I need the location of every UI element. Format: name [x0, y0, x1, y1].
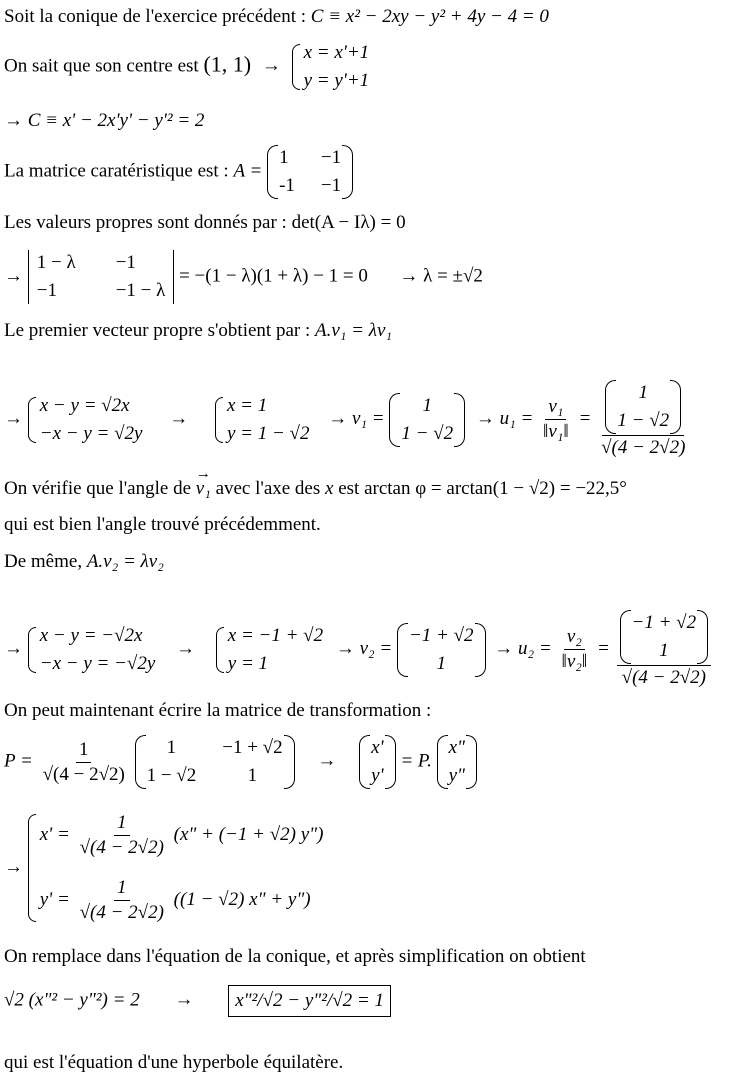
v2-sys1-a: x − y = −√2x	[39, 624, 143, 646]
eigen-equation: det(A − Iλ) = 0	[291, 212, 406, 233]
v1-system-1	[28, 395, 143, 445]
u1-value-fraction	[598, 380, 688, 459]
transform-coef-num: 1	[76, 739, 92, 763]
matrix-text: La matrice caratéristique est :	[4, 160, 229, 182]
intro-text: Soit la conique de l'exercice précédent :	[4, 6, 307, 27]
det-cell: −1	[115, 252, 136, 273]
v2-sys1-b: −x − y = −√2y	[39, 652, 156, 674]
final-line	[4, 985, 391, 1017]
transform-rhs-cell: y"	[448, 765, 465, 786]
v2-label: v₂ =	[359, 637, 393, 659]
coordinate-system-line	[4, 812, 323, 924]
eigen-line	[4, 212, 406, 234]
v1-intro-text: Le premier vecteur propre s'obtient par :	[4, 320, 311, 341]
v1-vector	[389, 393, 465, 447]
v1-calc-line: → x − y = √2x −x − y = √2y → x = 1 y = 1 − √2 → v₁ = 1 1 − √2 → u₁ = $\frac{\text{v₁}}{\text{‖v₁‖}}$ = 1 1 − √2 √(4 − 2√2)	[4, 380, 690, 459]
eigenvalues-result: → λ = ±√2	[399, 265, 483, 287]
transform-label: P =	[4, 750, 33, 772]
u1-norm-fraction	[540, 396, 572, 443]
centre-arrow: →	[261, 55, 281, 77]
v1-sys1-a: x − y = √2x	[39, 394, 130, 416]
u2-top-cell: 1	[659, 640, 669, 661]
u2-top-cell: −1 + √2	[631, 612, 697, 633]
centre-sys-x: x = x'+1	[303, 42, 370, 63]
u1-top-cell: 1	[638, 382, 648, 403]
intro-line	[4, 6, 549, 28]
v2-intro-line	[4, 551, 164, 573]
centre-sys-y: y = y'+1	[303, 70, 370, 91]
centre-system	[292, 42, 370, 92]
characteristic-matrix	[267, 145, 353, 199]
transform-arrow: →	[317, 750, 337, 772]
det-cell: −1 − λ	[115, 280, 166, 301]
v2-vector	[397, 623, 486, 677]
v1-sys1-b: −x − y = √2y	[39, 422, 143, 444]
determinant-matrix	[28, 250, 175, 304]
v1-cell: 1 − √2	[401, 422, 454, 444]
u1-norm-den: ‖v₁‖	[543, 421, 569, 442]
transform-rhs-vector	[437, 735, 477, 789]
u2-label: u₂ =	[518, 637, 552, 659]
conclusion: qui est l'équation d'une hyperbole équilatère.	[4, 1052, 344, 1073]
transform-matrix	[135, 735, 295, 789]
final-lhs: √2 (x"² − y"²) = 2	[4, 989, 140, 1011]
angle-confirm: qui est bien l'angle trouvé précédemment.	[4, 514, 321, 535]
v2-cell: −1 + √2	[408, 624, 474, 646]
u2-norm-den: ‖v₂‖	[561, 651, 588, 672]
angle-text-a: On vérifie que l'angle de	[4, 478, 192, 499]
v1-intro-line	[4, 320, 392, 342]
angle-equation: arctan φ = arctan(1 − √2) = −22,5°	[364, 478, 627, 499]
v2-intro-equation: A.v₂ = λv₂	[86, 551, 164, 572]
v2-sys2-b: y = 1	[227, 652, 269, 674]
v1-system-2	[215, 395, 310, 445]
transform-lhs-cell: y'	[371, 765, 384, 786]
u2-top-vector	[620, 610, 709, 664]
centre-point: (1, 1)	[203, 51, 252, 77]
v1-intro-equation: A.v₁ = λv₁	[315, 320, 392, 341]
u2-value-fraction	[617, 610, 712, 689]
determinant-rest: = −(1 − λ)(1 + λ) − 1 = 0	[179, 265, 368, 287]
v2-system-1	[28, 625, 156, 675]
v2-intro-text: De même,	[4, 551, 83, 572]
conic-equation: C ≡ x² − 2xy − y² + 4y − 4 = 0	[310, 6, 549, 27]
angle-text-c: est	[338, 478, 360, 499]
u1-top-vector	[605, 380, 681, 434]
determinant-arrow: →	[4, 265, 23, 287]
system-line-1: x' = $\frac{1}{√(4 - 2√2)}$ (x" + (−1 + √2) y")	[39, 812, 324, 858]
matrix-line	[4, 145, 353, 199]
determinant-line	[4, 250, 483, 304]
angle-vector: v₁ →	[196, 478, 211, 500]
u1-label: u₁ =	[499, 407, 534, 429]
substitute-text: On remplace dans l'équation de la conique, et après simplification on obtient	[4, 946, 586, 967]
det-cell: −1	[36, 280, 57, 301]
u2-value-den: √(4 − 2√2)	[621, 667, 706, 688]
u1-value-den: √(4 − 2√2)	[601, 437, 686, 458]
matrix-cell: 1	[279, 147, 289, 168]
angle-line	[4, 478, 627, 500]
u2-norm-num: v₂	[564, 626, 585, 650]
u2-norm-fraction	[558, 626, 590, 673]
angle-text-b: avec l'axe des	[215, 478, 321, 499]
transform-lhs-cell: x'	[371, 737, 384, 758]
transform-cell: 1	[166, 737, 177, 758]
system-arrow: →	[4, 856, 23, 878]
transform-coefficient	[40, 739, 128, 786]
transform-cell: 1 − √2	[146, 765, 197, 786]
eigen-text: Les valeurs propres sont donnés par :	[4, 212, 287, 233]
transform-cell: −1 + √2	[222, 737, 283, 758]
coordinate-system	[28, 812, 324, 924]
u1-norm-num: v₁	[545, 396, 566, 420]
transform-coef-den: √(4 − 2√2)	[42, 763, 125, 785]
u1-top-cell: 1 − √2	[617, 410, 670, 431]
v2-sys2-a: x = −1 + √2	[227, 624, 324, 646]
v1-sys2-a: x = 1	[226, 394, 268, 416]
v2-cell: 1	[436, 652, 446, 674]
final-arrow: →	[174, 989, 194, 1011]
reduced-equation: → C ≡ x' − 2x'y' − y'² = 2	[4, 110, 205, 131]
matrix-cell: -1	[279, 175, 295, 196]
v1-label: v₁ =	[351, 407, 385, 429]
centre-line	[4, 42, 369, 92]
transform-intro: On peut maintenant écrire la matrice de transformation :	[4, 700, 432, 721]
transform-cell: 1	[247, 765, 258, 786]
det-cell: 1 − λ	[36, 252, 76, 273]
centre-text: On sait que son centre est	[4, 55, 199, 77]
hyperbola-equation: x"²/√2 − y"²/√2 = 1	[228, 985, 391, 1017]
v2-calc-line: → x − y = −√2x −x − y = −√2y → x = −1 + √2 y = 1 → v₂ = −1 + √2 1 → u₂ = $\frac{\text{v₂}}{\text{‖v₂‖}}$ = −1 + √2 1 √(4 − 2√2)	[4, 610, 713, 689]
angle-axis: x	[325, 478, 334, 499]
matrix-cell: −1	[320, 147, 342, 168]
transform-mid: = P.	[400, 750, 432, 772]
transform-rhs-cell: x"	[448, 737, 465, 758]
v2-system-2	[216, 625, 323, 675]
v1-cell: 1	[422, 394, 432, 416]
v1-sys2-b: y = 1 − √2	[226, 422, 310, 444]
transform-line	[4, 735, 477, 789]
matrix-cell: −1	[320, 175, 342, 196]
transform-lhs-vector	[359, 735, 396, 789]
matrix-label: A =	[233, 160, 263, 182]
system-line-2: y' = $\frac{1}{√(4 - 2√2)}$ ((1 − √2) x" + y")	[39, 877, 311, 923]
